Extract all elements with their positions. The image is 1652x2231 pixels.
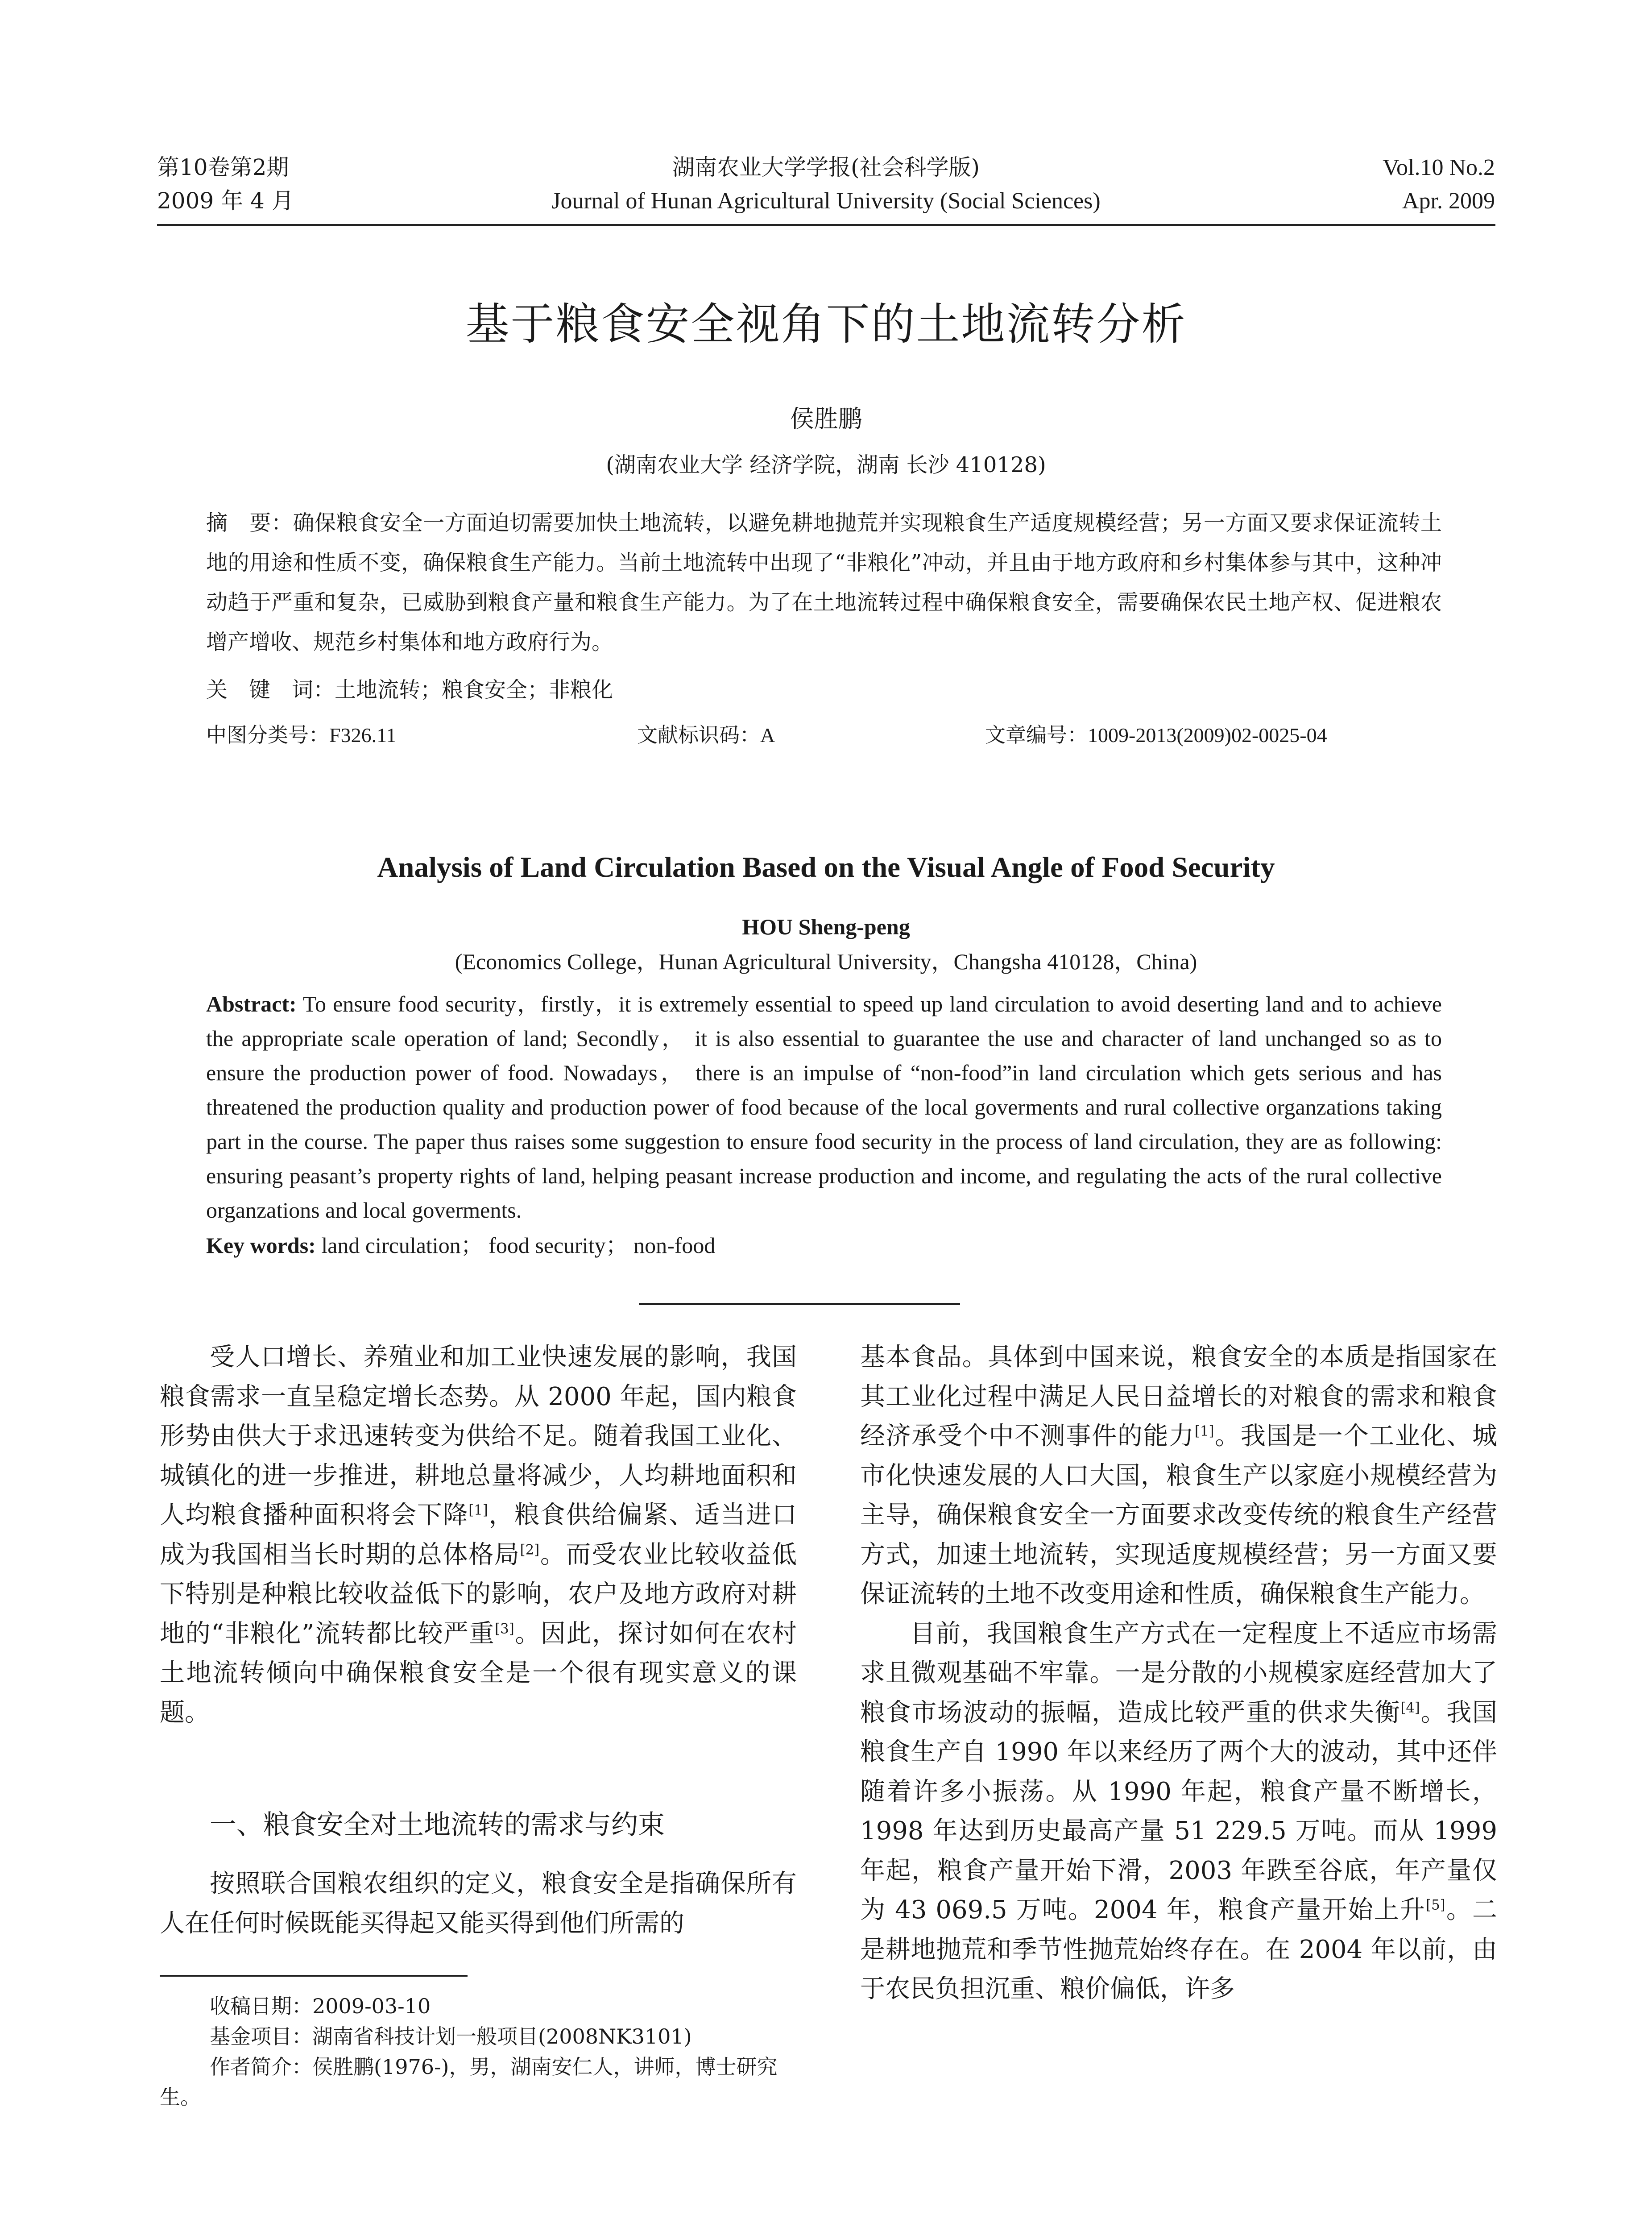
journal-date-en: Apr. 2009 <box>1402 188 1495 214</box>
citation-ref: [1] <box>1194 1423 1214 1439</box>
affiliation-en: (Economics College，Hunan Agricultural University，Changsha 410128，China) <box>455 949 1197 974</box>
document-code <box>637 725 775 746</box>
body-column-left <box>160 1338 797 1733</box>
doc-code-label: 文献标识码： <box>637 723 760 747</box>
paragraph-food-security <box>860 1338 1497 1614</box>
paragraph-text: 。我国是一个工业化、城市化快速发展的人口大国，粮食生产以家庭小规模经营为主导，确保粮食安全一方面要求改变传统的粮食生产经营方式，加速土地流转，实现适度规模经营；另一方面又要保证流转的土地不改变用途和性质，确保粮食生产能力。 <box>860 1422 1498 1609</box>
article-title-cn: 基于粮食安全视角下的土地流转分析 <box>465 299 1187 350</box>
author-en: HOU Sheng-peng <box>742 914 910 939</box>
doc-code-value: A <box>760 724 775 746</box>
citation-ref: [1] <box>468 1502 488 1518</box>
footnotes <box>160 1991 797 2112</box>
citation-ref: [3] <box>495 1620 514 1637</box>
paragraph-text: 目前，我国粮食生产方式在一定程度上不适应市场需求且微观基础不牢靠。一是分散的小规模家庭经营加大了粮食市场波动的振幅，造成比较严重的供求失衡 <box>860 1619 1497 1727</box>
body-column-right <box>860 1338 1497 2009</box>
paragraph-definition: 按照联合国粮农组织的定义，粮食安全是指确保所有人在任何时候既能买得起又能买得到他们所需的 <box>160 1869 797 1938</box>
paragraph-intro <box>160 1338 797 1733</box>
abstract-cn <box>206 503 1442 662</box>
body-column-left-continued <box>160 1864 797 1943</box>
paragraph-text: ，粮食供给偏紧、适当进口成为我国相当长时期的总体格局 <box>160 1501 797 1569</box>
footnote-fund: 基金项目：湖南省科技计划一般项目(2008NK3101) <box>210 2024 692 2049</box>
abstract-en <box>206 987 1442 1227</box>
paragraph-text: 。我国粮食生产自 1990 年以来经历了两个大的波动，其中还伴随着许多小振荡。从 1990 年起，粮食产量不断增长，1998 年达到历史最高产量 51 229.5 万吨。而从 1999 年起，粮食产量开始下滑，2003 年跌至谷底，年产量仅为 43 069.5 万吨。2004 年，粮食产量开始上升 <box>860 1698 1498 1924</box>
journal-volume-cn: 第10卷第2期 <box>157 154 289 180</box>
paragraph-production-mode <box>860 1614 1497 2009</box>
abstract-en-text: To ensure food security，firstly，it is extremely essential to speed up land circulation to avoid deserting land and to achieve the appropriate scale operation of land; Secondly， it is also essential to guarantee the use and character of land unchanged so as to ensure the production power of food. Nowadays， there is an impulse of “non-food”in land circulation which gets serious and has threatened the production quality and production power of food because of the local goverments and rural collective organzations taking part in the course. The paper thus raises some suggestion to ensure food security in the process of land circulation, they are as following: ensuring peasant’s property rights of land, helping peasant increase production and income, and regulating the acts of the rural collective organzations and local goverments. <box>206 991 1442 1223</box>
affiliation-cn: (湖南农业大学 经济学院，湖南 长沙 410128) <box>606 452 1046 477</box>
citation-ref: [2] <box>520 1541 540 1558</box>
keywords-cn-text: 土地流转；粮食安全；非粮化 <box>335 677 613 702</box>
keywords-cn <box>206 679 613 701</box>
clc-label: 中图分类号： <box>206 723 329 747</box>
keywords-en-label: Key words: <box>206 1233 316 1258</box>
author-cn: 侯胜鹏 <box>790 405 862 433</box>
article-number-label: 文章编号： <box>985 723 1088 747</box>
section-heading-1: 一、粮食安全对土地流转的需求与约束 <box>210 1809 665 1841</box>
abstract-separator-rule <box>639 1303 960 1305</box>
clc-number <box>206 725 396 746</box>
article-number-value: 1009-2013(2009)02-0025-04 <box>1088 724 1327 746</box>
citation-ref: [4] <box>1400 1699 1420 1716</box>
keywords-en <box>206 1234 715 1256</box>
journal-volume-en: Vol.10 No.2 <box>1383 155 1495 180</box>
abstract-cn-text: 确保粮食安全一方面迫切需要加快土地流转，以避免耕地抛荒并实现粮食生产适度规模经营；另一方面又要求保证流转土地的用途和性质不变，确保粮食生产能力。当前土地流转中出现了“非粮化”冲动，并且由于地方政府和乡村集体参与其中，这种冲动趋于严重和复杂，已威胁到粮食产量和粮食生产能力。为了在土地流转过程中确保粮食安全，需要确保农民土地产权、促进粮农增产增收、规范乡村集体和地方政府行为。 <box>206 510 1442 655</box>
article-title-en: Analysis of Land Circulation Based on the Visual Angle of Food Security <box>377 851 1275 883</box>
paragraph-text: 基本食品。具体到中国来说，粮食安全的本质是指国家在其工业化过程中满足人民日益增长的对粮食的需求和粮食经济承受个中不测事件的能力 <box>860 1343 1497 1451</box>
footnote-rule <box>160 1975 468 1977</box>
abstract-en-label: Abstract: <box>206 991 297 1016</box>
header-rule <box>157 224 1495 226</box>
journal-date-cn: 2009 年 4 月 <box>157 188 294 214</box>
paragraph-text: 。因此，探讨如何在农村土地流转倾向中确保粮食安全是一个很有现实意义的课题。 <box>160 1619 797 1727</box>
keywords-cn-label: 关 键 词： <box>206 677 335 702</box>
paragraph-text: 受人口增长、养殖业和加工业快速发展的影响，我国粮食需求一直呈稳定增长态势。从 2000 年起，国内粮食形势由供大于求迅速转变为供给不足。随着我国工业化、城镇化的进一步推进，耕地总量将减少，人均耕地面积和人均粮食播种面积将会下降 <box>160 1343 797 1530</box>
journal-name-en: Journal of Hunan Agricultural University (Social Sciences) <box>551 188 1101 214</box>
article-number <box>985 725 1327 746</box>
footnote-author-bio: 作者简介：侯胜鹏(1976-)，男，湖南安仁人，讲师，博士研究生。 <box>160 2055 778 2109</box>
clc-value: F326.11 <box>329 724 397 746</box>
paragraph-text: 。而受农业比较收益低下特别是种粮比较收益低下的影响，农户及地方政府对耕地的“非粮化”流转都比较严重 <box>160 1540 797 1648</box>
keywords-en-text: land circulation； food security； non-food <box>315 1233 716 1258</box>
citation-ref: [5] <box>1426 1897 1445 1913</box>
abstract-cn-label: 摘 要： <box>206 510 293 535</box>
footnote-received: 收稿日期：2009-03-10 <box>210 1994 431 2018</box>
paragraph-text: 。二是耕地抛荒和季节性抛荒始终存在。在 2004 年以前，由于农民负担沉重、粮价偏低，许多 <box>860 1895 1498 2003</box>
journal-name-cn: 湖南农业大学学报(社会科学版) <box>672 154 980 180</box>
